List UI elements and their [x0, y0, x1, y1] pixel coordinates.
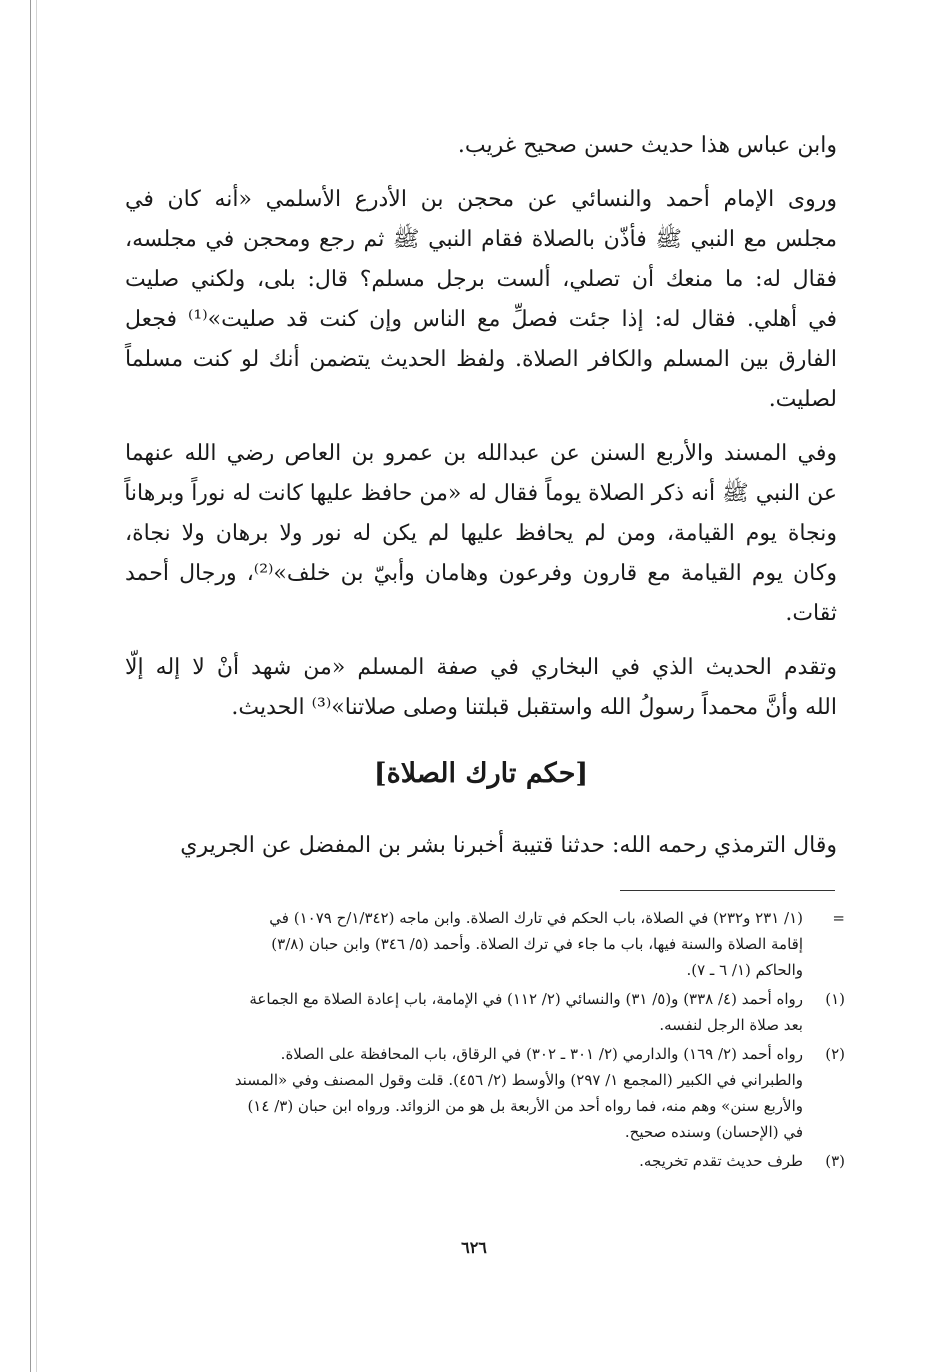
footnotes [125, 905, 845, 1177]
page-number: ٦٢٦ [461, 1238, 487, 1257]
text-line: لصليت. [768, 387, 837, 412]
section-heading: [حكم تارك الصلاة] [373, 758, 589, 789]
text-line: ونجاة يوم القيامة، ومن لم يحافظ عليها لم يكن له نور ولا برهان ولا نجاة، [125, 521, 837, 546]
text-line: مجلس مع النبي ﷺ فأذّن بالصلاة فقام النبي ﷺ ثم رجع ومحجن في مجلسه، [125, 227, 837, 252]
footnote-line: طرف حديث تقدم تخريجه. [639, 1152, 803, 1170]
text-line: وروى الإمام أحمد والنسائي عن محجن بن الأدرع الأسلمي «أنه كان في [125, 187, 837, 212]
footnote-1 [125, 986, 845, 1038]
footnote-2 [125, 1041, 845, 1145]
footnote-line: والأربع سنن» وهم منه، فما رواه أحد من الأربعة بل هو من الزوائد. ورواه ابن حبان (٣/ ١٤) [247, 1097, 803, 1115]
footnote-mark: (٢) [825, 1045, 845, 1063]
footnote-line: إقامة الصلاة والسنة فيها، باب ما جاء في ترك الصلاة. وأحمد (٥/ ٣٤٦) وابن حبان (٣/٨) [271, 935, 803, 953]
footnote-body [125, 986, 803, 1038]
footnote-body [125, 1041, 803, 1145]
footnote-body [125, 905, 803, 983]
paragraph-4 [125, 648, 837, 728]
main-text [125, 126, 837, 742]
text-line: وتقدم الحديث الذي في البخاري في صفة المسلم «من شهد أنْ لا إله إلّا [125, 655, 837, 680]
footnote-line: رواه أحمد (٤/ ٣٣٨) و(٥/ ٣١) والنسائي (٢/ ١١٢) في الإمامة، باب إعادة الصلاة مع الجماعة [249, 990, 803, 1008]
footnote-line: والطبراني في الكبير (المجمع ١/ ٢٩٧) والأوسط (٢/ ٤٥٦). قلت وقول المصنف وفي «المسند [234, 1071, 803, 1089]
text-line: الله وأنَّ محمداً رسولُ الله واستقبل قبلتنا وصلى صلاتنا»⁽³⁾ الحديث. [231, 695, 837, 720]
paragraph-1 [125, 126, 837, 166]
scan-edge [30, 0, 31, 1372]
text-line: الفارق بين المسلم والكافر الصلاة. ولفظ الحديث يتضمن أنك لو كنت مسلماً [125, 347, 837, 372]
paragraph-3 [125, 434, 837, 634]
text-line: ثقات. [785, 601, 837, 626]
text-line: في أهلي. فقال له: إذا جئت فصلِّ مع الناس وإن كنت قد صليت»⁽¹⁾ فجعل [125, 307, 837, 332]
text-line: وكان يوم القيامة مع قارون وفرعون وهامان وأبيّ بن خلف»⁽²⁾، ورجال أحمد [125, 561, 837, 586]
text-line: وفي المسند والأربع السنن عن عبدالله بن عمرو بن العاص رضي الله عنهما [125, 441, 837, 466]
text-line: وقال الترمذي رحمه الله: حدثنا قتيبة أخبرنا بشر بن المفضل عن الجريري [180, 833, 837, 858]
text-line: فقال له: ما منعك أن تصلي، ألست برجل مسلم؟ قال: بلى، ولكني صليت [125, 267, 837, 292]
footnote-line: رواه أحمد (٢/ ١٦٩) والدارمي (٢/ ٣٠١ ـ ٣٠٢) في الرقاق، باب المحافظة على الصلاة. [280, 1045, 803, 1063]
footnote-line: بعد صلاة الرجل لنفسه. [659, 1016, 803, 1034]
footnote-continuation [125, 905, 845, 983]
footnote-separator [620, 890, 835, 891]
footnote-line: في (الإحسان) وسنده صحيح. [624, 1123, 803, 1141]
footnote-line: (١/ ٢٣١ و٢٣٢) في الصلاة، باب الحكم في تارك الصلاة. وابن ماجه (١/٣٤٢/ح ١٠٧٩) في [269, 909, 803, 927]
footnote-mark: (١) [825, 990, 845, 1008]
text-line: عن النبي ﷺ أنه ذكر الصلاة يوماً فقال له «من حافظ عليها كانت له نوراً وبرهاناً [124, 481, 837, 506]
footnote-mark: = [832, 909, 845, 927]
footnote-mark: (٣) [825, 1152, 845, 1170]
scan-edge-shadow [36, 0, 37, 1372]
paragraph-2 [125, 180, 837, 420]
footnote-body [125, 1148, 803, 1174]
text-line: وابن عباس هذا حديث حسن صحيح غريب. [457, 133, 837, 158]
footnote-line: والحاكم (١/ ٦ ـ ٧). [686, 961, 803, 979]
footnote-3 [125, 1148, 845, 1174]
